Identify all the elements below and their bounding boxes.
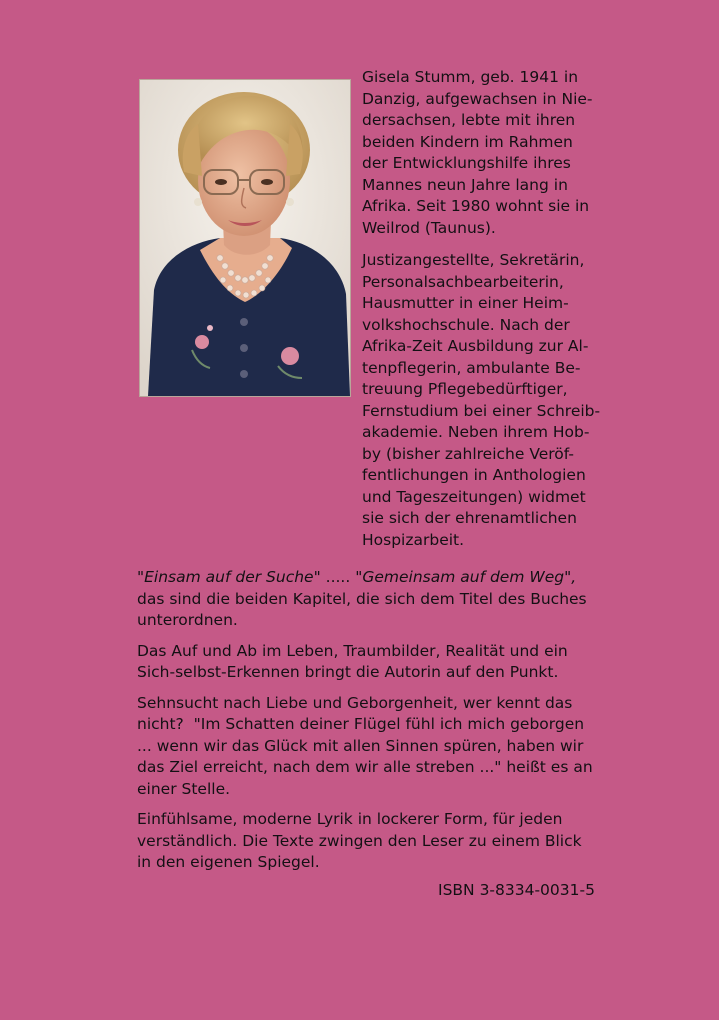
chapter-1-title: "Einsam auf der Suche" (137, 568, 321, 586)
bio-line: Personalsachbearbeiterin, (362, 272, 564, 291)
bio-line: Danzig, aufgewachsen in Nie- (362, 89, 593, 108)
bio-line: fentlichungen in Anthologien (362, 466, 586, 484)
chapter-2-title: "Gemeinsam auf dem Weg", (355, 568, 577, 586)
bio-line: akademie. Neben ihrem Hob- (362, 423, 590, 441)
blurb-paragraph-4 (137, 809, 617, 874)
blurb-line: verständlich. Die Texte zwingen den Leser zu einem Blick (137, 831, 582, 850)
blurb-line: das Ziel erreicht, nach dem wir alle streben ..." heißt es an (137, 758, 593, 776)
bio-line: volkshochschule. Nach der (362, 315, 570, 334)
blurb-paragraph-3 (137, 693, 617, 801)
blurb-line: Sich-selbst-Erkennen bringt die Autorin auf den Punkt. (137, 663, 559, 681)
bio-line: beiden Kindern im Rahmen (362, 132, 573, 151)
bio-paragraph-2 (362, 250, 624, 551)
bio-line: treuung Pflegebedürftiger, (362, 380, 568, 398)
bio-line: tenpflegerin, ambulante Be- (362, 358, 581, 377)
chapter-separator: ..... (320, 568, 356, 586)
bio-line: by (bisher zahlreiche Veröf- (362, 444, 574, 463)
author-photo (139, 79, 351, 397)
bio-line: Fernstudium bei einer Schreib- (362, 401, 601, 420)
blurb-line: in den eigenen Spiegel. (137, 853, 320, 871)
blurb-line: Das Auf und Ab im Leben, Traumbilder, Realität und ein (137, 641, 568, 660)
blurb-paragraph-1 (137, 567, 617, 632)
blurb-line: Einfühlsame, moderne Lyrik in lockerer Form, für jeden (137, 810, 563, 828)
bio-line: sie sich der ehrenamtlichen (362, 509, 577, 527)
blurb-line: nicht? "Im Schatten deiner Flügel fühl ich mich geborgen (137, 715, 585, 733)
isbn-number: ISBN 3-8334-0031-5 (438, 881, 595, 899)
blurb-line: das sind die beiden Kapitel, die sich dem Titel des Buches (137, 589, 587, 608)
bio-line: Hospizarbeit. (362, 530, 465, 549)
bio-line: Hausmutter in einer Heim- (362, 294, 569, 312)
bio-line: Afrika-Zeit Ausbildung zur Al- (362, 337, 589, 355)
book-blurb (137, 567, 617, 883)
bio-line: und Tageszeitungen) widmet (362, 487, 586, 506)
blurb-paragraph-2 (137, 641, 617, 684)
blurb-line: unterordnen. (137, 611, 238, 629)
blurb-line: einer Stelle. (137, 779, 231, 798)
blurb-line: ... wenn wir das Glück mit allen Sinnen spüren, haben wir (137, 736, 584, 755)
bio-line: der Entwicklungshilfe ihres (362, 154, 571, 172)
bio-line: Gisela Stumm, geb. 1941 in (362, 68, 579, 86)
author-bio (362, 67, 624, 560)
bio-line: Justizangestellte, Sekretärin, (362, 251, 585, 269)
bio-line: Mannes neun Jahre lang in (362, 175, 568, 194)
bio-paragraph-1 (362, 67, 624, 239)
author-portrait-illustration (140, 80, 350, 396)
blurb-line: Sehnsucht nach Liebe und Geborgenheit, wer kennt das (137, 693, 573, 712)
blurb-chapter-line (137, 567, 617, 589)
bio-line: dersachsen, lebte mit ihren (362, 111, 576, 129)
bio-line: Afrika. Seit 1980 wohnt sie in (362, 197, 590, 215)
bio-line: Weilrod (Taunus). (362, 218, 496, 237)
